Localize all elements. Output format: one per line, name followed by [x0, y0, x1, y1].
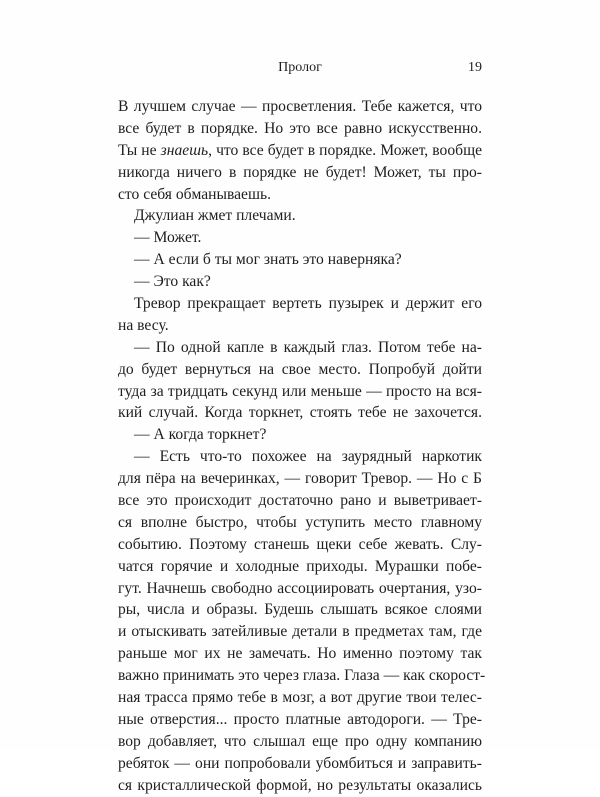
text-line: важно принимать это через глаза. Глаза — как скорост- [118, 667, 486, 685]
text-line: кий случай. Когда торкнет, стоять тебе не захочется. [118, 404, 482, 422]
text-line: все это происходит достаточно рано и выветривает- [118, 492, 482, 510]
text-line: событию. Поэтому станешь щеки себе жевать. Слу- [118, 535, 482, 553]
text-line: до будет вернуться на свое место. Попробуй дойти [118, 360, 482, 378]
text-line: Джулиан жмет плечами. [134, 207, 296, 225]
text-line: ные отверстия... просто платные автодороги. — Тре- [118, 710, 482, 728]
text-line: раньше мог их не замечать. Но именно поэтому так [118, 645, 482, 663]
text-line: ребяток — они попробовали убомбиться и заправить- [118, 754, 482, 772]
text-line: для пёра на вечеринках, — говорит Тревор. — Но с Б [118, 470, 482, 488]
text-line: — По одной капле в каждый глаз. Потом тебе на- [134, 338, 482, 356]
text-line: Тревор прекращает вертеть пузырек и держит его [134, 295, 482, 313]
text-line: чатся горячие и холодные приходы. Мурашки побе- [118, 557, 482, 575]
text-line: никогда ничего в порядке не будет! Может, ты про- [118, 163, 482, 181]
text-line: ры, числа и образы. Будешь слышать всякое слоями [118, 601, 482, 619]
text-line: все будет в порядке. Но это все равно искусственно. [118, 119, 482, 137]
text-line: сто себя обманываешь. [118, 185, 271, 203]
text-line: В лучшем случае — просветления. Тебе кажется, что [118, 98, 482, 115]
text-line: — Может. [134, 229, 202, 247]
text-line: — Это как? [134, 273, 211, 291]
text-line: вор добавляет, что слышал еще про одну компанию [118, 732, 482, 750]
text-line-part: , что все будет в порядке. Может, вообще [208, 141, 482, 159]
text-line: — А если б ты мог знать это наверняка? [134, 251, 402, 269]
running-title: Пролог [278, 60, 322, 75]
text-line: — А когда торкнет? [134, 426, 267, 444]
running-head [118, 60, 482, 82]
text-line: и отыскивать затейливые детали в предметах там, где [118, 623, 482, 641]
text-line [118, 140, 482, 162]
text-line: — Есть что-то похожее на заурядный наркотик [134, 448, 482, 466]
text-line: гут. Начнешь свободно ассоциировать очертания, узо- [118, 579, 482, 597]
text-line: туда за тридцать секунд или меньше — просто на вся- [118, 382, 482, 400]
emphasis: знаешь [160, 141, 209, 159]
text-line: ная трасса прямо тебе в мозг, а вот другие твои телес- [118, 689, 482, 707]
text-line: на весу. [118, 316, 169, 334]
page-number: 19 [468, 60, 482, 75]
text-line-part: Ты не [118, 141, 161, 159]
text-line: ся кристаллической формой, но результаты оказались [118, 776, 482, 794]
text-line: ся вполне быстро, чтобы уступить место главному [118, 513, 482, 531]
body-text [118, 96, 486, 797]
